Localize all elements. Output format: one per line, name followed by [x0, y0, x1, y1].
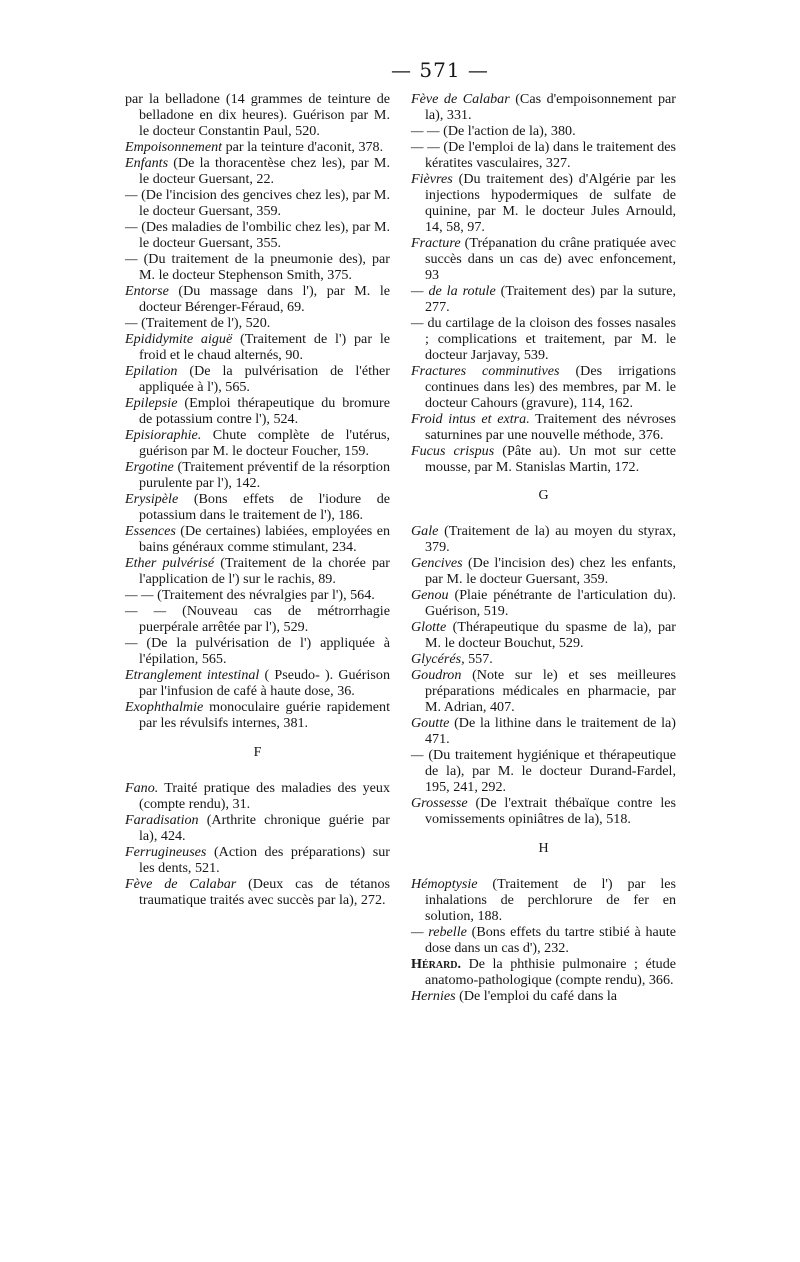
index-body: ( Pseudo- ). Guérison par l'infusion de café à haute dose, 36. — [139, 667, 390, 700]
index-body: (De l'extrait thébaïque contre les vomissements opiniâtres de la), 518. — [425, 795, 676, 828]
index-body: (Plaie pénétrante de l'articulation du). Guérison, 519. — [425, 587, 676, 620]
index-body: (Traitement de l'), 520. — [141, 315, 271, 331]
index-entry — [411, 140, 676, 172]
index-body: (Traitement de la chorée par l'application de l') sur le rachis, 89. — [139, 555, 390, 587]
index-term: Episioraphie. — [125, 427, 202, 444]
index-entry — [411, 124, 676, 140]
index-body: monoculaire guérie rapidement par les révulsifs internes, 381. — [139, 699, 390, 732]
index-term: — — — [411, 139, 444, 156]
index-body: 557. — [464, 651, 493, 668]
index-entry — [125, 700, 390, 732]
index-term: Froid intus et extra. — [411, 410, 530, 427]
index-term: Fractures comminutives — [411, 362, 560, 379]
index-entry — [125, 604, 390, 636]
index-body: (Du traitement hygiénique et thérapeutique de la), par M. le docteur Durand-Fardel, 195, 241, 292. — [425, 747, 677, 796]
index-entry — [411, 556, 676, 588]
index-term: Epididymite aiguë — [125, 331, 233, 348]
index-body: (Traitement des) par la suture, 277. — [425, 282, 676, 315]
index-term: — — [125, 219, 142, 235]
index-term: Exophthalmie — [125, 699, 204, 716]
index-entry — [125, 668, 390, 700]
index-body: (Bons effets de l'iodure de potassium dans le traitement de l'), 186. — [139, 491, 390, 523]
index-entry — [125, 252, 390, 284]
index-entry — [125, 636, 390, 668]
index-body: (Cas d'empoisonnement par la), 331. — [425, 91, 676, 123]
index-term: Genou — [411, 587, 449, 604]
index-entry — [411, 236, 676, 284]
index-body: (De l'emploi de la) dans le traitement des kératites vasculaires, 327. — [425, 139, 676, 171]
index-entry — [125, 877, 390, 909]
index-entry — [411, 588, 676, 620]
index-body: (De la thoracentèse chez les), par M. le docteur Guersant, 22. — [139, 155, 390, 187]
entries-g — [411, 524, 676, 828]
index-body: (Trépanation du crâne pratiquée avec succès dans un cas de) avec enfoncement, 93 — [425, 234, 676, 283]
index-term: Gale — [411, 523, 439, 540]
index-body: (Traitement de l') par le froid et le chaud alternés, 90. — [139, 331, 391, 363]
index-entry — [411, 92, 676, 124]
index-term: Hémoptysie — [411, 875, 478, 892]
index-entry — [125, 428, 390, 460]
index-entry — [411, 412, 676, 444]
index-body: (Bons effets du tartre stibié à haute dose dans un cas d'), 232. — [425, 923, 676, 956]
index-term: Empoisonnement — [125, 138, 223, 155]
section-letter-h: H — [538, 841, 549, 857]
index-entry — [411, 316, 676, 364]
index-entry — [411, 716, 676, 748]
index-body: (Traitement des névralgies par l'), 564. — [157, 587, 375, 604]
index-entry — [125, 188, 390, 220]
index-entry — [125, 332, 390, 364]
index-entry — [125, 588, 390, 604]
index-body: (Des maladies de l'ombilic chez les), par M. le docteur Guersant, 355. — [139, 219, 390, 251]
index-term: Fève de Calabar — [125, 875, 237, 892]
index-term: Ferrugineuses — [125, 843, 207, 860]
index-body: (Traitement de l') par les inhalations de perchlorure de fer en solution, 188. — [425, 875, 676, 924]
index-entry — [125, 92, 390, 140]
index-body: (Thérapeutique du spasme de la), par M. le docteur Bouchut, 529. — [425, 619, 676, 652]
index-entry — [411, 364, 676, 412]
index-term: Fano. — [125, 779, 159, 796]
index-body: Chute complète de l'utérus, guérison par M. le docteur Foucher, 159. — [139, 427, 390, 459]
index-entry — [411, 877, 676, 925]
index-term: Erysipèle — [125, 491, 179, 508]
index-term: Hérard. — [411, 955, 462, 972]
index-term: Goudron — [411, 667, 462, 684]
index-body: (De l'action de la), 380. — [443, 123, 576, 139]
index-body: (De la pulvérisation de l') appliquée à l'épilation, 565. — [139, 635, 390, 668]
index-body: (Deux cas de tétanos traumatique traités avec succès par la), 272. — [139, 875, 390, 908]
index-body: (Note sur le) et ses meilleures préparations médicales en pharmacie, par M. Adrian, 407. — [425, 667, 676, 716]
left-column — [125, 92, 390, 909]
index-entry — [125, 364, 390, 396]
index-entry — [125, 781, 390, 813]
index-body: (Traitement préventif de la résorption purulente par l'), 142. — [139, 459, 390, 491]
index-body: (Arthrite chronique guérie par la), 424. — [139, 811, 390, 844]
entries-h — [411, 877, 676, 1005]
index-body: (Emploi thérapeutique du bromure de potassium contre l'), 524. — [139, 395, 390, 427]
index-body: (Des irrigations continues dans les) des membres, par M. le docteur Cahours (gravure), 114, 162. — [425, 362, 676, 411]
index-term: — — [411, 747, 429, 764]
index-term: Ergotine — [125, 459, 174, 476]
index-term: — — — [125, 603, 183, 620]
right-column — [411, 92, 676, 1005]
index-term: — — — [411, 123, 444, 139]
index-term: — — — [125, 587, 158, 604]
index-entry — [411, 925, 676, 957]
index-term: — — [411, 314, 428, 331]
index-body: (De la lithine dans le traitement de la) 471. — [425, 715, 676, 748]
section-letter-g: G — [538, 488, 549, 504]
index-body: par la teinture d'aconit, 378. — [222, 138, 384, 155]
index-term: — — [125, 315, 142, 331]
index-term: Essences — [125, 523, 176, 540]
index-entry — [125, 492, 390, 524]
index-entry — [125, 316, 390, 332]
index-entry — [125, 524, 390, 556]
index-entry — [125, 556, 390, 588]
index-term: — de la rotule — [411, 282, 496, 299]
index-body: De la phthisie pulmonaire ; étude anatomo-pathologique (compte rendu), 366. — [425, 955, 676, 988]
index-entry — [125, 845, 390, 877]
index-body: (De l'incision des gencives chez les), par M. le docteur Guersant, 359. — [139, 187, 390, 219]
index-term: Enfants — [125, 155, 169, 171]
index-entry — [125, 284, 390, 316]
entries-f — [125, 781, 390, 909]
entries-f-continued — [411, 92, 676, 475]
index-entry — [411, 957, 676, 989]
entries-e — [125, 92, 390, 732]
index-body: (De certaines) labiées, employées en bains généraux comme stimulant, 234. — [139, 523, 390, 555]
index-entry — [125, 396, 390, 428]
index-term: Epilepsie — [125, 395, 178, 412]
index-body: (Du traitement des) d'Algérie par les injections hypodermiques de sulfate de quinine, par M. le docteur Jules Arnould, 14, 58, 97. — [425, 171, 676, 235]
index-term: Fucus crispus — [411, 442, 495, 459]
index-term: Glycérés, — [411, 651, 465, 668]
index-entry — [411, 652, 676, 668]
index-body: (Du traitement de la pneumonie des), par M. le docteur Stephenson Smith, 375. — [139, 251, 390, 283]
index-body: (De la pulvérisation de l'éther appliquée à l'), 565. — [139, 363, 390, 395]
index-term: Hernies — [411, 987, 456, 1004]
index-body: (De l'emploi du café dans la — [455, 987, 618, 1004]
index-term: Glotte — [411, 619, 447, 636]
index-body: (Action des préparations) sur les dents, 521. — [139, 843, 390, 876]
index-term: Etranglement intestinal — [125, 667, 260, 684]
index-term: Goutte — [411, 715, 450, 732]
index-term: Fracture — [411, 234, 461, 251]
index-entry — [125, 813, 390, 845]
index-term: Fièvres — [411, 171, 453, 188]
index-entry — [125, 140, 390, 156]
index-body: (Traitement de la) au moyen du styrax, 379. — [425, 523, 676, 556]
index-body: (De l'incision des) chez les enfants, par M. le docteur Guersant, 359. — [425, 555, 676, 588]
index-term: Grossesse — [411, 795, 468, 812]
index-entry — [411, 172, 676, 236]
index-body: par la belladone (14 grammes de teinture de belladone en dix heures). Guérison par M. le docteur Constantin Paul, 520. — [125, 91, 390, 139]
index-body: Traité pratique des maladies des yeux (compte rendu), 31. — [139, 779, 390, 812]
index-body: (Pâte au). Un mot sur cette mousse, par M. Stanislas Martin, 172. — [425, 442, 676, 475]
index-term: — rebelle — [411, 923, 467, 940]
index-entry — [411, 989, 676, 1005]
index-term: Faradisation — [125, 811, 199, 828]
page-number: — 571 — — [391, 58, 489, 82]
index-term: — — [125, 635, 147, 652]
index-body: (Du massage dans l'), par M. le docteur Bérenger-Féraud, 69. — [139, 283, 390, 315]
index-entry — [411, 748, 676, 796]
index-body: (Nouveau cas de métrorrhagie puerpérale arrêtée par l'), 529. — [139, 603, 390, 636]
index-entry — [125, 156, 390, 188]
index-entry — [411, 444, 676, 476]
index-entry — [411, 524, 676, 556]
index-term: Fève de Calabar — [411, 91, 510, 107]
index-entry — [411, 284, 676, 316]
index-term: Ether pulvérisé — [125, 555, 215, 572]
index-entry — [125, 220, 390, 252]
index-term: — — [125, 251, 144, 267]
index-term: Entorse — [125, 283, 169, 299]
index-term: — — [125, 187, 142, 203]
index-entry — [411, 620, 676, 652]
index-term: Epilation — [125, 363, 178, 380]
index-entry — [411, 796, 676, 828]
section-letter-f: F — [253, 745, 262, 760]
index-body: du cartilage de la cloison des fosses nasales ; complications et traitement, par M. le docteur Jarjavay, 539. — [425, 314, 676, 363]
index-term: Gencives — [411, 555, 463, 572]
index-entry — [125, 460, 390, 492]
index-entry — [411, 668, 676, 716]
index-body: Traitement des névroses saturnines par une nouvelle méthode, 376. — [425, 410, 676, 443]
